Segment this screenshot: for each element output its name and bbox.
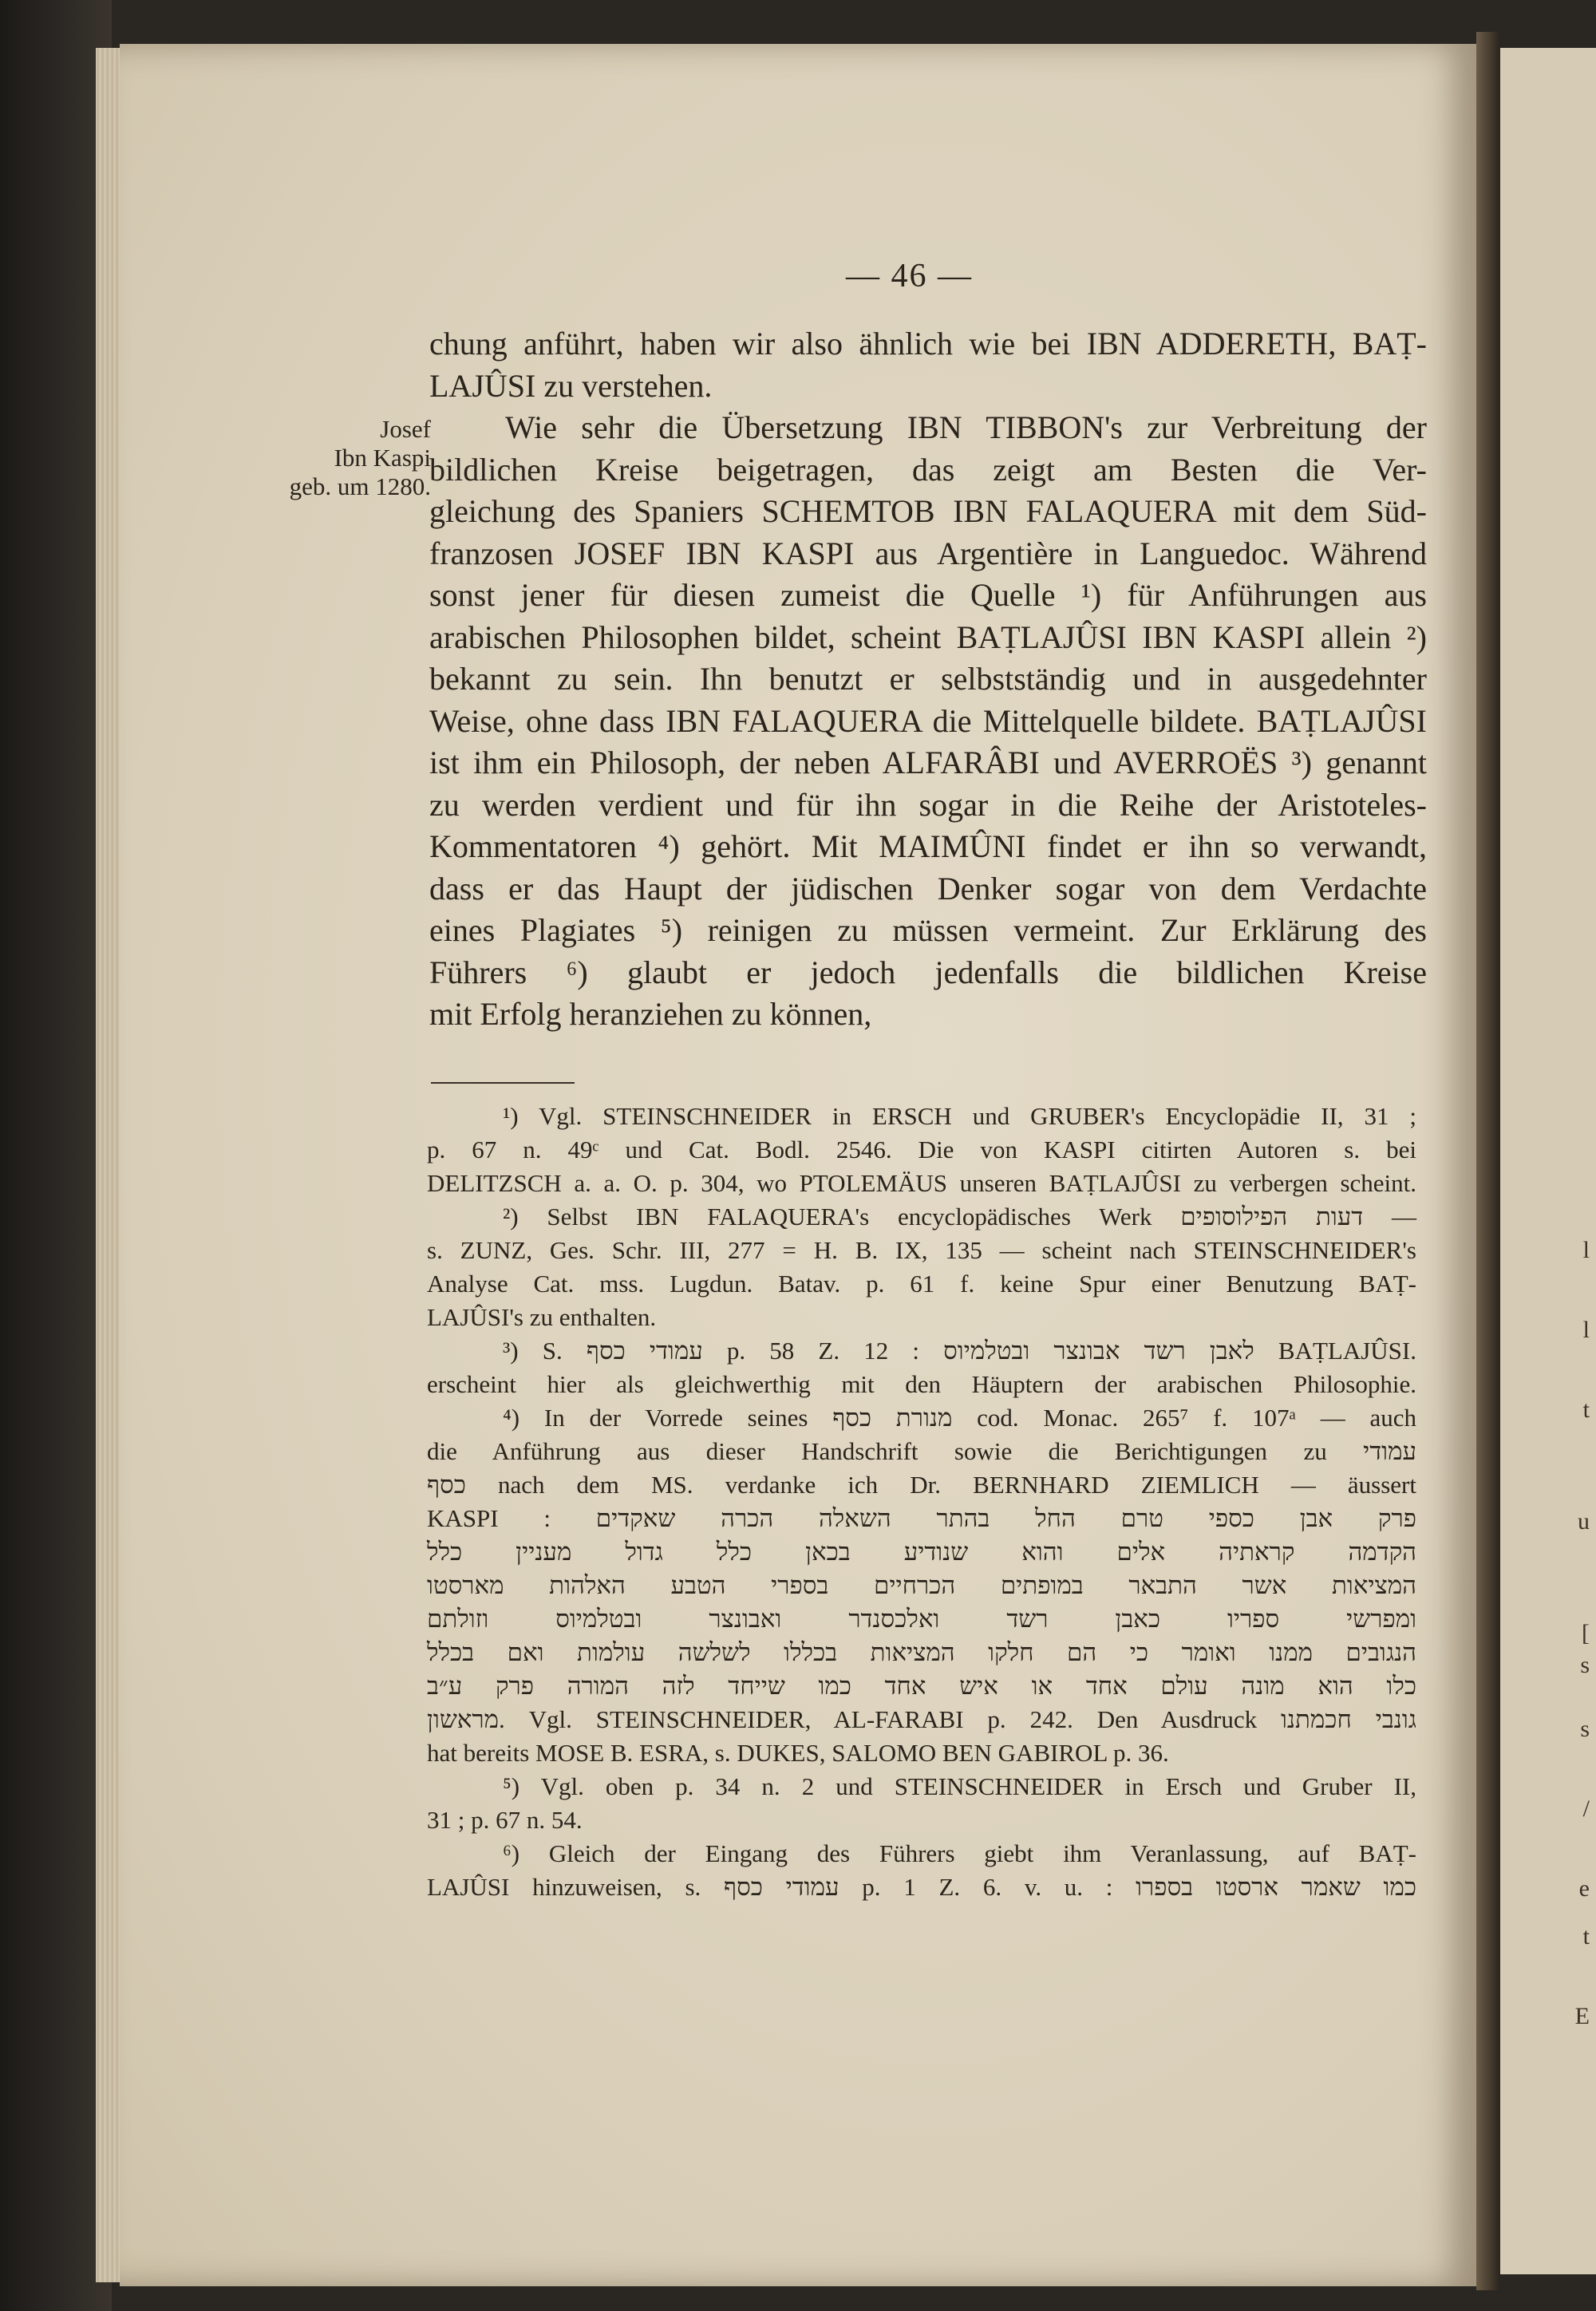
- footnote-line: מראשון. Vgl. STEINSCHNEIDER, AL-FARABI p. 242. Den Ausdruck גונבי חכמתנו: [427, 1705, 1417, 1733]
- text-line: arabischen Philosophen bildet, scheint BAṬLAJÛSI IBN KASPI allein ²): [429, 618, 1427, 655]
- next-page-fragment: E: [1574, 2003, 1590, 2029]
- footnotes: [427, 1100, 1416, 1904]
- text-line: gleichung des Spaniers SCHEMTOB IBN FALAQUERA mit dem Süd-: [429, 493, 1427, 529]
- footnote-line: erscheint hier als gleichwerthig mit den Häuptern der arabischen Philosophie.: [427, 1370, 1416, 1398]
- footnote-line: המציאות אשר התבאר במופתים הכרחיים בספרי הטבע האלהות מארסטו: [427, 1571, 1416, 1599]
- footnote-line: ⁴) In der Vorrede seines מנורת כסף cod. Monac. 265⁷ f. 107ᵃ — auch: [503, 1404, 1417, 1432]
- footnote-line: ²) Selbst IBN FALAQUERA's encyclopädisches Werk דעות הפילוסופים —: [503, 1203, 1416, 1231]
- footnote-line: כסף nach dem MS. verdanke ich Dr. BERNHARD ZIEMLICH — äussert: [427, 1471, 1416, 1499]
- footnote-line: die Anführung aus dieser Handschrift sowie die Berichtigungen zu עמודי: [427, 1437, 1416, 1465]
- footnote-line: LAJÛSI hinzuweisen, s. עמודי כסף p. 1 Z. 6. v. u. : כמו שאמר ארסטו בספרו: [427, 1873, 1416, 1901]
- book-cover: [0, 0, 112, 2311]
- footnote-line: ¹) Vgl. STEINSCHNEIDER in ERSCH und GRUBER's Encyclopädie II, 31 ;: [503, 1102, 1416, 1130]
- footnote-line: הקדמה קראתיה אלים והוא שנודיע בכאן כלל גדול מעניין כלל: [427, 1538, 1416, 1566]
- margin-note: [255, 415, 431, 501]
- footnote-rule: [431, 1082, 575, 1084]
- text-line: eines Plagiates ⁵) reinigen zu müssen vermeint. Zur Erklärung des: [429, 912, 1427, 948]
- text-line: bekannt zu sein. Ihn benutzt er selbstständig und in ausgedehnter: [429, 661, 1427, 697]
- next-page-fragment: t: [1582, 1923, 1590, 1950]
- text-line: sonst jener für diesen zumeist die Quelle ¹) für Anführungen aus: [429, 577, 1427, 613]
- margin-note-line: Josef: [380, 415, 431, 443]
- footnote-line: ⁶) Gleich der Eingang des Führers giebt ihm Veranlassung, auf BAṬ-: [503, 1839, 1416, 1867]
- text-line: mit Erfolg heranziehen zu können,: [429, 996, 872, 1032]
- next-page-fragment: s: [1580, 1716, 1590, 1742]
- footnote-line: DELITZSCH a. a. O. p. 304, wo PTOLEMÄUS unseren BAṬLAJÛSI zu verbergen scheint.: [427, 1169, 1416, 1197]
- next-page-edge: [1500, 48, 1596, 2274]
- next-page-fragment: u: [1578, 1508, 1590, 1535]
- text-line: ist ihm ein Philosoph, der neben ALFARÂBI und AVERROËS ³) genannt: [429, 745, 1427, 780]
- footnote-line: ⁵) Vgl. oben p. 34 n. 2 und STEINSCHNEIDER in Ersch und Gruber II,: [503, 1772, 1416, 1800]
- text-line: bildlichen Kreise beigetragen, das zeigt am Besten die Ver-: [429, 451, 1427, 488]
- text-line: Wie sehr die Übersetzung IBN TIBBON's zur Verbreitung der: [505, 409, 1427, 445]
- next-page-fragment: s: [1580, 1652, 1590, 1678]
- footnote-line: כלו הוא מונה עולם אחד או איש אחד כמו שייחד לזה המורה פרק ע״ב: [427, 1672, 1416, 1700]
- next-page-fragment: [: [1582, 1620, 1590, 1646]
- text-line: Weise, ohne dass IBN FALAQUERA die Mittelquelle bildete. BAṬLAJÛSI: [429, 702, 1427, 739]
- footnote-line: הנגובים ממנו ואומר כי הם חלקו המציאות בכללו לשלשה עולמות ואם בכלל: [427, 1638, 1416, 1666]
- main-text: [429, 323, 1427, 1036]
- footnote-line: KASPI : פרק אבן כספי טרם החל בהתר השאלה הכרה שאקדים: [427, 1504, 1416, 1532]
- book-gutter: [1476, 32, 1500, 2290]
- next-page-fragment: /: [1582, 1795, 1590, 1822]
- footnote-line: hat bereits MOSE B. ESRA, s. DUKES, SALOMO BEN GABIROL p. 36.: [427, 1739, 1169, 1767]
- page-number: — 46 —: [846, 258, 973, 294]
- text-line: Kommentatoren ⁴) gehört. Mit MAIMÛNI findet er ihn so verwandt,: [429, 828, 1427, 864]
- next-page-fragment: l: [1582, 1237, 1590, 1263]
- next-page-fragment: t: [1582, 1396, 1590, 1423]
- footnote-line: ³) S. עמודי כסף p. 58 Z. 12 : לאבן רשד אבונצר ובטלמיוס BAṬLAJÛSI.: [503, 1337, 1416, 1365]
- footnote-line: 31 ; p. 67 n. 54.: [427, 1806, 583, 1834]
- next-page-fragment: l: [1582, 1317, 1590, 1343]
- margin-note-line: geb. um 1280.: [289, 472, 431, 500]
- margin-note-line: Ibn Kaspi: [334, 444, 431, 472]
- footnote-line: ומפרשי ספריו כאבן רשד ואלכסנדר ואבונצר ובטלמיוס וזולתם: [427, 1605, 1416, 1633]
- text-line: dass er das Haupt der jüdischen Denker sogar von dem Verdachte: [429, 870, 1427, 907]
- text-line: LAJÛSI zu verstehen.: [429, 367, 713, 404]
- text-line: chung anführt, haben wir also ähnlich wie bei IBN ADDERETH, BAṬ-: [429, 326, 1427, 361]
- footnote-line: LAJÛSI's zu enthalten.: [427, 1303, 657, 1331]
- text-line: franzosen JOSEF IBN KASPI aus Argentière in Languedoc. Während: [429, 535, 1427, 571]
- footnote-line: s. ZUNZ, Ges. Schr. III, 277 = H. B. IX, 135 — scheint nach STEINSCHNEIDER's: [427, 1236, 1416, 1264]
- text-line: zu werden verdient und für ihn sogar in die Reihe der Aristoteles-: [429, 786, 1427, 823]
- next-page-fragment: e: [1578, 1875, 1590, 1902]
- text-line: Führers ⁶) glaubt er jedoch jedenfalls die bildlichen Kreise: [429, 954, 1427, 990]
- footnote-line: Analyse Cat. mss. Lugdun. Batav. p. 61 f. keine Spur einer Benutzung BAṬ-: [427, 1270, 1416, 1298]
- footnote-line: p. 67 n. 49ᶜ und Cat. Bodl. 2546. Die von KASPI citirten Autoren s. bei: [427, 1136, 1416, 1163]
